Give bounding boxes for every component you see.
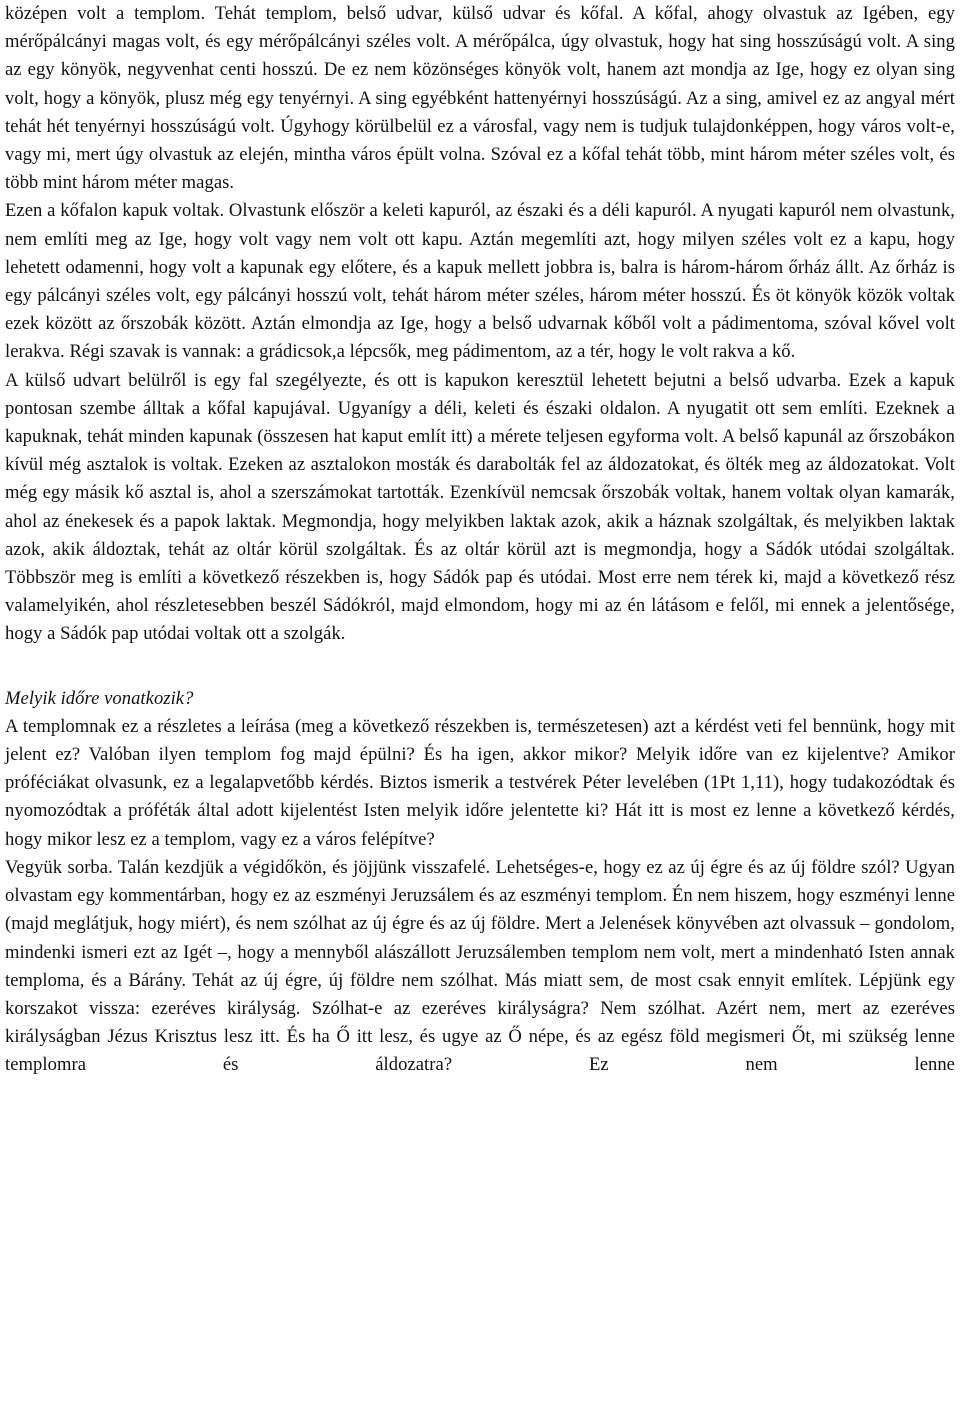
paragraph-4: A templomnak ez a részletes a leírása (meg a következő részekben is, természetesen) azt a kérdést veti fel bennünk, hogy mit jelent ez? Valóban ilyen templom fog majd épülni? És ha igen, akkor mikor? Melyik időre van ez kijelentve? Amikor próféciákat olvasunk, ez a legalapvetőbb kérdés. Biztos ismerik a testvérek Péter levelében (1Pt 1,11), hogy tudakozódtak és nyomozódtak a próféták által adott kijelentést Isten melyik időre jelentette ki? Hát itt is most ez lenne a következő kérdés, hogy mikor lesz ez a templom, vagy ez a város felépítve? [5,715,955,850]
paragraph-2: Ezen a kőfalon kapuk voltak. Olvastunk először a keleti kapuról, az északi és a déli kapuról. A nyugati kapuról nem olvastunk, nem említi meg az Ige, hogy volt vagy nem volt ott kapu. Aztán megemlíti azt, hogy milyen széles volt ez a kapu, hogy lehetett odamenni, hogy volt a kapunak egy előtere, és a kapuk mellett jobbra is, balra is három-három őrház állt. Az őrház is egy pálcányi széles volt, egy pálcányi hosszú volt, tehát három méter széles, három méter hosszú. És öt könyök közök voltak ezek között az őrszobák között. Aztán elmondja az Ige, hogy a belső udvarnak kőből volt a pádimentoma, szóval kővel volt lerakva. Régi szavak is vannak: a grádicsok,a lépcsők, meg pádimentom, az a tér, hogy le volt rakva a kő. [5,200,955,363]
section-spacer [5,649,955,685]
paragraph-3: A külső udvart belülről is egy fal szegélyezte, és ott is kapukon keresztül lehetett bejutni a belső udvarba. Ezek a kapuk pontosan szembe álltak a kőfal kapujával. Ugyanígy a déli, keleti és északi oldalon. A nyugatit ott sem említi. Ezeknek a kapuknak, tehát minden kapunak (összesen hat kaput említ itt) a mérete teljesen egyforma volt. A belső kapunál az őrszobákon kívül még asztalok is voltak. Ezeken az asztalokon mosták és darabolták fel az áldozatokat, és ölték meg az áldozatokat. Volt még egy másik kő asztal is, ahol a szerszámokat tartották. Ezenkívül nemcsak őrszobák voltak, hanem voltak olyan kamarák, ahol az énekesek és a papok laktak. Megmondja, hogy melyikben laktak azok, akik a háznak szolgáltak, és melyikben laktak azok, akik áldoztak, tehát az oltár körül szolgáltak. És az oltár körül azt is megmondja, hogy a Sádók utódai szolgáltak. Többször meg is említi a következő részekben is, hogy Sádók pap és utódai. Most erre nem térek ki, majd a következő rész valamelyikén, ahol részletesebben beszél Sádókról, majd elmondom, hogy mi az én látásom e felől, mi ennek a jelentősége, hogy a Sádók pap utódai voltak ott a szolgák. [5,369,955,645]
paragraph-5: Vegyük sorba. Talán kezdjük a végidőkön, és jöjjünk visszafelé. Lehetséges-e, hogy ez az új égre és az új földre szól? Ugyan olvastam egy kommentárban, hogy ez az eszményi Jeruzsálem és az eszményi templom. Én nem hiszem, hogy eszményi lenne (majd meglátjuk, hogy miért), és nem szólhat az új égre és az új földre. Mert a Jelenések könyvében azt olvassuk – gondolom, mindenki ismeri ezt az Igét –, hogy a mennyből alászállott Jeruzsálemben templom nem volt, mert a mindenható Isten annak temploma, és a Bárány. Tehát az új égre, új földre nem szólhat. Más miatt sem, de most csak ennyit említek. Lépjünk egy korszakot vissza: ezeréves királyság. Szólhat-e az ezeréves királyságra? Nem szólhat. Azért nem, mert az ezeréves királyságban Jézus Krisztus lesz itt. És ha Ő itt lesz, és ugye az Ő népe, és az egész föld megismeri Őt, mi szükség lenne templomra és áldozatra? Ez nem lenne [5,856,955,1076]
paragraph-1: középen volt a templom. Tehát templom, belső udvar, külső udvar és kőfal. A kőfal, ahogy olvastuk az Igében, egy mérőpálcányi magas volt, és egy mérőpálcányi széles volt. A mérőpálca, úgy olvastuk, hogy hat sing hosszúságú volt. A sing az egy könyök, negyvenhat centi hosszú. De ez nem közönséges könyök volt, hanem azt mondja az Ige, hogy ez olyan sing volt, hogy a könyök, plusz még egy tenyérnyi. A sing egyébként hattenyérnyi hosszúságú. Az a sing, amivel ez az angyal mért tehát hét tenyérnyi hosszúságú volt. Úgyhogy körülbelül ez a városfal, vagy nem is tudjuk tulajdonképpen, hogy város volt-e, vagy mi, mert úgy olvastuk az elején, mintha város épült volna. Szóval ez a kőfal tehát több, mint három méter széles volt, és több mint három méter magas. [5,3,955,194]
document-page [5,0,955,1080]
section-heading: Melyik időre vonatkozik? [5,687,194,709]
